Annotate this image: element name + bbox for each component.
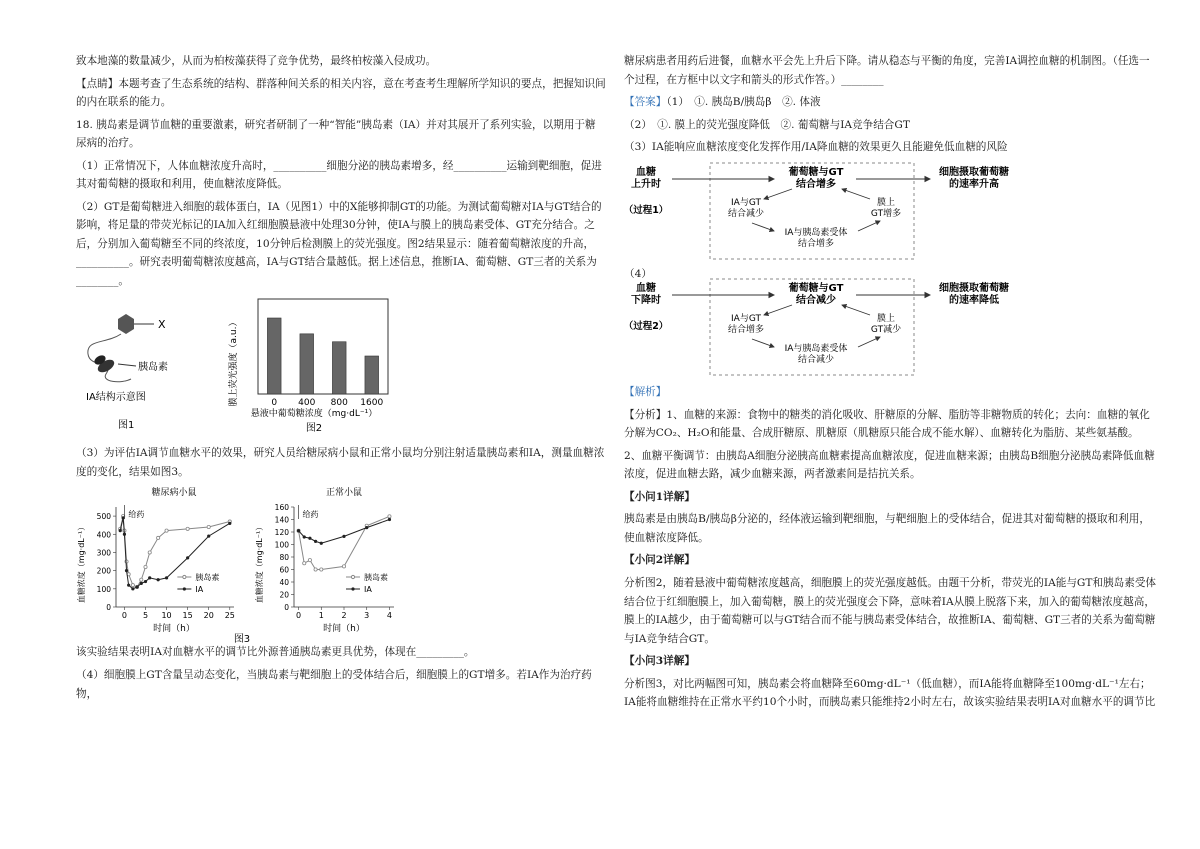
y-tick-label: 140 xyxy=(274,515,289,525)
diagram-arrow xyxy=(752,339,774,347)
legend-insulin-label: 胰岛素 xyxy=(195,573,220,583)
analysis-tag: 【解析】 xyxy=(624,386,667,399)
x-tick-label: 0 xyxy=(295,611,302,621)
diagram-right-label-line: 的速率升高 xyxy=(949,178,999,190)
y-tick-label: 60 xyxy=(279,565,289,575)
x-tick-label: 10 xyxy=(161,611,172,621)
x-tick-label: 5 xyxy=(142,611,149,621)
fig2-bar xyxy=(332,342,346,394)
ia-point xyxy=(342,535,345,538)
mechanism-diagram-2 xyxy=(624,277,1024,379)
diagram-arrow xyxy=(842,305,870,315)
insulin-point xyxy=(148,551,151,554)
y-tick-label: 400 xyxy=(96,530,111,540)
fig3-caption: 图3 xyxy=(233,634,251,644)
y-tick-label: 0 xyxy=(284,603,289,613)
ia-point xyxy=(119,529,122,532)
fig3-right-plot xyxy=(275,503,394,620)
fig1-caption: 图1 xyxy=(118,420,135,432)
diagram-sub-bottom xyxy=(785,226,848,249)
insulin-point xyxy=(207,526,210,529)
figure-2 xyxy=(222,284,422,434)
legend-ia-marker xyxy=(351,588,354,591)
question-18-part3-prompt: 该实验结果表明IA对血糖水平的调节比外源普通胰岛素更具优势，体现在_________。 xyxy=(76,646,475,659)
diagram-center-label-line: 葡萄糖与GT xyxy=(788,166,844,178)
question-18-part1: （1）正常情况下，人体血糖浓度升高时，__________细胞分泌的胰岛素增多，经__________运输到靶细胞，促进其对葡萄糖的摄取和利用，使血糖浓度降低。 xyxy=(76,159,602,191)
answer-tag: 【答案】 xyxy=(624,96,667,109)
question-18-part4: （4）细胞膜上GT含量呈动态变化，当胰岛素与靶细胞上的受体结合后，细胞膜上的GT增多。若IA作为治疗药物， xyxy=(76,668,592,700)
y-tick-label: 200 xyxy=(96,567,111,577)
fig1-title: IA结构示意图 xyxy=(86,392,146,404)
fig2-xtick-label: 800 xyxy=(330,398,348,409)
ia-point xyxy=(365,526,368,529)
answer-line-1 xyxy=(624,93,1159,112)
ia-point xyxy=(303,536,306,539)
y-tick-label: 300 xyxy=(96,548,111,558)
diagram-sub-left-line: IA与GT xyxy=(731,314,761,325)
ia-point xyxy=(131,588,134,591)
diagram-center-label-line: 结合减少 xyxy=(796,295,836,307)
y-tick-label: 80 xyxy=(279,553,289,563)
diagram-sub-right-line: GT增多 xyxy=(870,208,902,219)
paragraph: 致本地藻的数量减少，从而为柏桉藻获得了竞争优势，最终柏桉藻入侵成功。 xyxy=(76,55,437,67)
y-tick-label: 0 xyxy=(106,603,111,613)
insulin-point xyxy=(165,529,168,532)
legend-insulin-label: 胰岛素 xyxy=(364,573,388,583)
ia-point xyxy=(125,569,128,572)
mechanism-diagram-1 xyxy=(624,161,1024,263)
diagram-left-label-line: 血糖 xyxy=(636,166,656,178)
figure-row-1-2 xyxy=(76,294,606,444)
diagram-center-label-line: 结合增多 xyxy=(796,178,836,190)
fig2-bar xyxy=(267,318,281,394)
x-tick-label: 4 xyxy=(386,611,393,621)
insulin-point xyxy=(314,568,317,571)
answer-4: （4） xyxy=(624,267,652,280)
y-tick-label: 20 xyxy=(279,590,289,600)
diagram-arrow xyxy=(858,337,880,347)
insulin-point xyxy=(308,559,311,562)
answer-1: （1） ①. 胰岛B/胰岛β ②. 体液 xyxy=(666,96,821,109)
ia-chain-icon xyxy=(88,334,131,382)
insulin-point xyxy=(388,515,391,518)
insulin-point xyxy=(157,537,160,540)
ia-point xyxy=(165,577,168,580)
y-tick-label: 40 xyxy=(279,578,289,588)
ia-point xyxy=(207,535,210,538)
ia-point xyxy=(144,580,147,583)
ia-point xyxy=(135,586,138,589)
insulin-point xyxy=(144,566,147,569)
answer-2: （2） ①. 膜上的荧光强度降低 ②. 葡萄糖与IA竞争结合GT xyxy=(624,118,910,131)
fig3-right-ylabel: 血糖浓度（mg·dL⁻¹） xyxy=(255,523,264,604)
y-tick-label: 100 xyxy=(96,585,111,595)
diagram-left-label-line: 血糖 xyxy=(636,283,656,295)
diagram-arrow xyxy=(842,189,870,199)
y-tick-label: 500 xyxy=(96,512,111,522)
question-18-part3: （3）为评估IA调节血糖水平的效果，研究人员给糖尿病小鼠和正常小鼠均分别注射适量胰岛素和IA，测量血糖浓度的变化，结果如图3。 xyxy=(76,447,605,478)
ia-point xyxy=(127,584,130,587)
diagram-sub-left-line: 结合减少 xyxy=(727,208,765,219)
fig1-insulin-label: 胰岛素 xyxy=(138,362,168,374)
fig3-left-ylabel: 血糖浓度（mg·dL⁻¹） xyxy=(77,523,86,604)
fig1-x-label: X xyxy=(158,318,166,332)
fig3-left-xlabel: 时间（h） xyxy=(153,624,195,635)
diagram-arrow xyxy=(858,221,880,231)
fig3-left-title: 糖尿病小鼠 xyxy=(151,488,197,499)
diagram-center-label-line: 葡萄糖与GT xyxy=(788,283,844,295)
question-18-part4-cont: 糖尿病患者用药后进餐，血糖水平会先上升后下降。请从稳态与平衡的角度，完善IA调控血糖的机制图。（任选一个过程，在方框中以文字和箭头的形式作答。）________ xyxy=(624,55,1150,86)
ia-point xyxy=(314,540,317,543)
legend-ia-marker xyxy=(183,588,186,591)
legend-insulin-marker xyxy=(351,576,354,579)
diagram-sub-right-line: GT减少 xyxy=(870,324,902,335)
analysis-4: 分析图2，随着悬液中葡萄糖浓度越高，细胞膜上的荧光强度越低。由题干分析，带荧光的IA能与GT和胰岛素受体结合位于红细胞膜上，加入葡萄糖，膜上的荧光强度会下降，意味着IA从膜上脱落下来，加入的葡萄糖浓度越高，膜上的IA越少，由于葡萄糖可以与GT结合而不能与胰岛素受体结合，故推断IA、葡萄糖、GT三者的关系为葡萄糖与IA竞争结合GT。 xyxy=(624,576,1157,645)
analysis-1: 【分析】1、血糖的来源：食物中的糖类的消化吸收、肝糖原的分解、脂肪等非糖物质的转化；去向：血糖的氧化分解为CO₂、H₂O和能量、合成肝糖原、肌糖原（肌糖原只能合成不能水解）、血糖转化为脂肪、某些氨基酸。 xyxy=(624,408,1150,440)
ia-point xyxy=(123,533,126,536)
legend-ia-label: IA xyxy=(364,585,372,595)
diagram-sub-right xyxy=(871,312,901,335)
diagram-sub-left-line: IA与GT xyxy=(731,197,761,208)
diagram-arrow xyxy=(764,305,792,315)
diagram-process-label: （过程2） xyxy=(624,321,669,333)
diagram-sub-left-line: 结合增多 xyxy=(727,324,765,335)
insulin-point xyxy=(131,584,134,587)
analysis-5: 分析图3，对比两幅图可知，胰岛素会将血糖降至60mg·dL⁻¹（低血糖），而IA能将血糖降至100mg·dL⁻¹左右；IA能将血糖维持在正常水平约10个小时，而胰岛素只能维持2小时左右，故该实验结果表明IA对血糖水平的调节比 xyxy=(624,677,1156,709)
diagram-left-label xyxy=(631,281,661,306)
diagram-sub-right xyxy=(871,196,901,219)
x-tick-label: 2 xyxy=(341,611,347,621)
analysis-2: 2、血糖平衡调节：由胰岛A细胞分泌胰高血糖素提高血糖浓度，促进血糖来源；由胰岛B细胞分泌胰岛素降低血糖浓度，促进血糖去路，减少血糖来源，两者激素间是拮抗关系。 xyxy=(624,449,1155,481)
fig2-caption: 图2 xyxy=(305,423,323,435)
inject-label: 给药 xyxy=(302,510,319,520)
insulin-point xyxy=(186,528,189,531)
x-tick-label: 3 xyxy=(364,611,370,621)
figure-3 xyxy=(76,485,606,643)
diagram-sub-bottom-line: IA与胰岛素受体 xyxy=(784,344,848,355)
x-tick-label: 15 xyxy=(182,611,193,621)
legend-ia-label: IA xyxy=(195,585,204,595)
diagram-sub-bottom xyxy=(785,342,848,365)
fig3-right-title: 正常小鼠 xyxy=(325,488,363,499)
diagram-right-label-line: 细胞摄取葡萄糖 xyxy=(939,166,1009,178)
answer-3: （3）IA能响应血糖浓度变化发挥作用/IA降血糖的效果更久且能避免低血糖的风险 xyxy=(624,141,1008,154)
ia-point xyxy=(148,577,151,580)
diagram-left-label xyxy=(631,165,661,190)
diagram-center-label xyxy=(789,281,844,306)
figure-1 xyxy=(76,294,226,434)
ia-point xyxy=(297,530,300,533)
diagram-right-label xyxy=(939,281,1009,306)
ia-point xyxy=(308,537,311,540)
inject-label: 给药 xyxy=(128,510,145,520)
ia-point xyxy=(320,542,323,545)
fig2-plot-area xyxy=(258,299,388,408)
fig2-bar xyxy=(300,334,314,394)
figure-3-svg xyxy=(76,485,406,643)
y-tick-label: 160 xyxy=(274,503,289,513)
diagram-right-label-line: 的速率降低 xyxy=(949,295,999,307)
x-tick-label: 0 xyxy=(121,611,127,621)
ia-point xyxy=(157,579,160,582)
ia-point xyxy=(140,582,143,585)
fig2-ylabel: 膜上荧光强度（a.u.） xyxy=(229,317,239,407)
diagram-sub-bottom-line: 结合增多 xyxy=(797,238,835,249)
fig2-xtick-label: 1600 xyxy=(360,398,384,409)
ia-point xyxy=(186,557,189,560)
paragraph: 【点睛】本题考查了生态系统的结构、群落种间关系的相关内容，意在考查考生理解所学知识的要点，把握知识间的内在联系的能力。 xyxy=(76,77,606,109)
fig2-xlabel: 悬液中葡萄糖浓度（mg·dL⁻¹） xyxy=(250,409,378,420)
insulin-point xyxy=(140,579,143,582)
x-tick-label: 1 xyxy=(318,611,324,621)
question-18-part2: （2）GT是葡萄糖进入细胞的载体蛋白，IA（见图1）中的X能够抑制GT的功能。为测试葡萄糖对IA与GT结合的影响，将足量的带荧光标记的IA加入红细胞膜悬液中处理30分钟，使IA与膜上的胰岛素受体、GT充分结合。之后，分别加入葡萄糖至不同的终浓度，10分钟后检测膜上的荧光强度。图2结果显示：随着葡萄糖浓度的升高，__________。研究表明葡萄糖浓度越高，IA与GT结合量越低。据上述信息，推断IA、葡萄糖、GT三者的关系为________。 xyxy=(76,200,602,287)
fig2-bar xyxy=(365,356,379,394)
left-column xyxy=(76,52,606,707)
x-tick-label: 25 xyxy=(224,611,235,621)
diagram-sub-bottom-line: 结合减少 xyxy=(797,354,835,365)
y-tick-label: 100 xyxy=(274,540,289,550)
fig2-xtick-label: 400 xyxy=(298,398,316,409)
diagram-right-label xyxy=(939,165,1009,190)
diagram-sub-left xyxy=(728,196,764,219)
fig2-xtick-label: 0 xyxy=(271,398,278,409)
insulin-point xyxy=(303,562,306,565)
diagram-left-label-line: 下降时 xyxy=(631,295,661,307)
fig3-left-plot xyxy=(97,505,235,620)
x-molecule-icon xyxy=(118,314,134,334)
subquestion-3-heading: 【小问3详解】 xyxy=(624,655,695,668)
analysis-3: 胰岛素是由胰岛B/胰岛β分泌的，经体液运输到靶细胞，与靶细胞上的受体结合，促进其对葡萄糖的摄取和利用，使血糖浓度降低。 xyxy=(624,513,1150,544)
diagram-sub-left xyxy=(728,312,764,335)
series-line-ia xyxy=(299,520,390,544)
diagram-process-label: （过程1） xyxy=(624,204,669,216)
diagram-left-label-line: 上升时 xyxy=(631,178,661,190)
subquestion-2-heading: 【小问2详解】 xyxy=(624,554,695,567)
insulin-point xyxy=(342,565,345,568)
diagram-sub-bottom-line: IA与胰岛素受体 xyxy=(784,227,848,238)
subquestion-1-heading: 【小问1详解】 xyxy=(624,490,695,503)
insulin-point xyxy=(320,568,323,571)
legend-insulin-marker xyxy=(183,576,186,579)
fig3-right-xlabel: 时间（h） xyxy=(323,624,365,635)
diagram-right-label-line: 细胞摄取葡萄糖 xyxy=(939,283,1009,295)
diagram-arrow xyxy=(764,189,792,199)
y-tick-label: 120 xyxy=(274,528,289,538)
diagram-arrow xyxy=(752,223,774,231)
diagram-sub-right-line: 膜上 xyxy=(876,314,896,325)
diagram-sub-right-line: 膜上 xyxy=(876,197,896,208)
insulin-core-icon xyxy=(93,354,116,375)
question-18-stem: 18. 胰岛素是调节血糖的重要激素，研究者研制了一种“智能”胰岛素（IA）并对其展开了系列实验，以期用于糖尿病的治疗。 xyxy=(76,118,596,150)
right-column xyxy=(624,52,1159,716)
diagram-center-label xyxy=(789,165,844,190)
x-tick-label: 20 xyxy=(203,611,214,621)
ia-point xyxy=(228,522,231,525)
ia-point xyxy=(388,518,391,521)
